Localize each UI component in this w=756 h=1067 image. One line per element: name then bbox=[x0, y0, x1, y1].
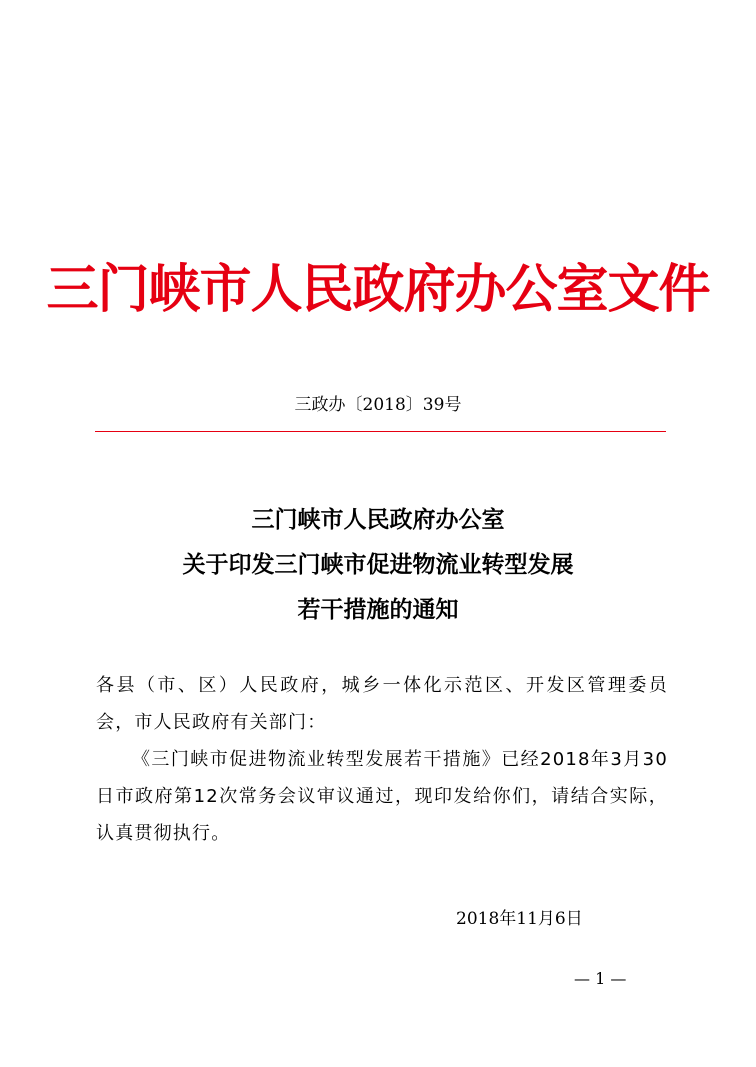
notice-title-line-1: 三门峡市人民政府办公室 bbox=[251, 506, 505, 533]
document-number: 三政办〔2018〕39号 bbox=[294, 395, 462, 415]
document-header-title: 三门峡市人民政府办公室文件 bbox=[46, 259, 710, 320]
notice-title-line-2: 关于印发三门峡市促进物流业转型发展 bbox=[182, 551, 574, 578]
page-number: — 1 — bbox=[574, 969, 627, 988]
issue-date: 2018年11月6日 bbox=[456, 909, 583, 929]
notice-title bbox=[0, 497, 756, 632]
body-paragraph: 《三门峡市促进物流业转型发展若干措施》已经2018年3月30日市政府第12次常务会议审议通过，现印发给你们，请结合实际，认真贯彻执行。 bbox=[96, 749, 668, 844]
red-divider-line bbox=[95, 431, 666, 432]
notice-title-line-3: 若干措施的通知 bbox=[297, 596, 459, 623]
salutation: 各县（市、区）人民政府，城乡一体化示范区、开发区管理委员会，市人民政府有关部门： bbox=[96, 675, 668, 733]
